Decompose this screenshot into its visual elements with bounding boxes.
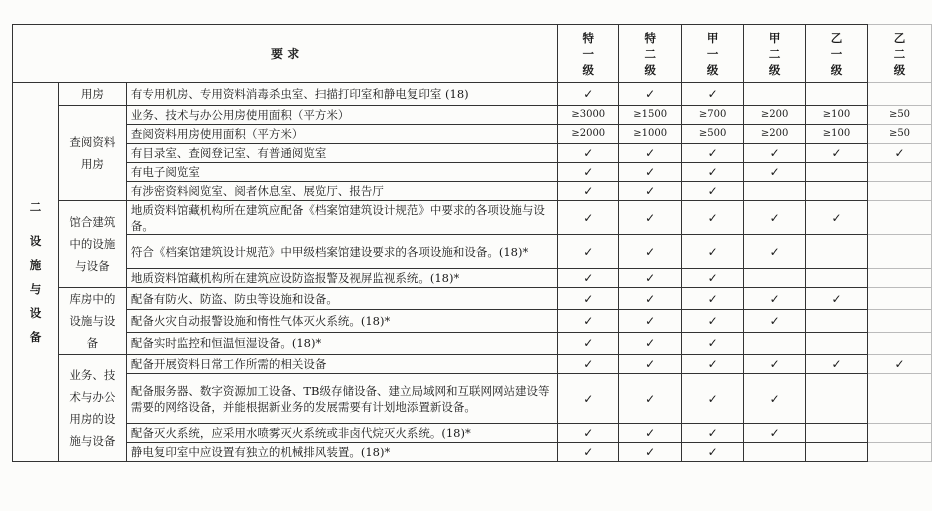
check-mark: ✓ (558, 269, 619, 288)
check-mark: ✓ (682, 424, 744, 443)
requirement-text: 配备有防火、防盗、防虫等设施和设备。 (126, 288, 557, 310)
table-row (13, 288, 932, 310)
table-row (13, 201, 932, 235)
area-value: ≥2000 (558, 125, 619, 144)
area-value: ≥200 (744, 125, 806, 144)
empty-cell (868, 235, 932, 269)
group-cell-g1: 用房 (58, 83, 126, 106)
table-row (13, 106, 932, 125)
check-mark: ✓ (682, 355, 744, 374)
check-mark: ✓ (619, 355, 682, 374)
check-mark: ✓ (744, 163, 806, 182)
group-cell-g2: 查阅资料 用房 (58, 106, 126, 201)
check-mark: ✓ (868, 144, 932, 163)
check-mark: ✓ (558, 374, 619, 424)
grade-header: 乙 一 级 (806, 25, 868, 83)
empty-cell (806, 443, 868, 462)
area-value: ≥100 (806, 106, 868, 125)
check-mark: ✓ (744, 235, 806, 269)
area-value: ≥100 (806, 125, 868, 144)
check-mark: ✓ (682, 235, 744, 269)
empty-cell (744, 269, 806, 288)
check-mark: ✓ (558, 83, 619, 106)
table-row (13, 332, 932, 354)
requirement-text: 配备服务器、数字资源加工设备、TB级存储设备、建立局域网和互联网网站建设等需要的网络设备，并能根据新业务的发展需要有计划地添置新设备。 (126, 374, 557, 424)
empty-cell (744, 83, 806, 106)
check-mark: ✓ (558, 201, 619, 235)
requirement-text: 配备灭火系统，应采用水喷雾灭火系统或非卤代烷灭火系统。(18)* (126, 424, 557, 443)
requirement-text: 业务、技术与办公用房使用面积（平方米） (126, 106, 557, 125)
check-mark: ✓ (868, 355, 932, 374)
check-mark: ✓ (619, 235, 682, 269)
check-mark: ✓ (682, 201, 744, 235)
empty-cell (868, 182, 932, 201)
check-mark: ✓ (558, 288, 619, 310)
area-value: ≥1500 (619, 106, 682, 125)
check-mark: ✓ (682, 332, 744, 354)
requirement-text: 配备开展资料日常工作所需的相关设备 (126, 355, 557, 374)
empty-cell (868, 332, 932, 354)
empty-cell (744, 182, 806, 201)
empty-cell (868, 201, 932, 235)
check-mark: ✓ (619, 163, 682, 182)
check-mark: ✓ (806, 144, 868, 163)
area-value: ≥200 (744, 106, 806, 125)
area-value: ≥500 (682, 125, 744, 144)
check-mark: ✓ (744, 310, 806, 332)
empty-cell (806, 332, 868, 354)
check-mark: ✓ (806, 288, 868, 310)
table-row (13, 269, 932, 288)
check-mark: ✓ (744, 424, 806, 443)
check-mark: ✓ (619, 269, 682, 288)
check-mark: ✓ (558, 235, 619, 269)
grade-header: 特 一 级 (558, 25, 619, 83)
check-mark: ✓ (806, 201, 868, 235)
check-mark: ✓ (619, 83, 682, 106)
check-mark: ✓ (744, 144, 806, 163)
check-mark: ✓ (744, 374, 806, 424)
check-mark: ✓ (619, 424, 682, 443)
requirement-text: 有目录室、查阅登记室、有普通阅览室 (126, 144, 557, 163)
requirement-text: 地质资料馆藏机构所在建筑应配备《档案馆建筑设计规范》中要求的各项设施与设备。 (126, 201, 557, 235)
empty-cell (806, 83, 868, 106)
requirement-text: 有涉密资料阅览室、阅者休息室、展览厅、报告厅 (126, 182, 557, 201)
check-mark: ✓ (682, 374, 744, 424)
table-row (13, 235, 932, 269)
table-row (13, 355, 932, 374)
check-mark: ✓ (619, 182, 682, 201)
check-mark: ✓ (744, 201, 806, 235)
area-value: ≥1000 (619, 125, 682, 144)
grade-header: 乙 二 级 (868, 25, 932, 83)
requirement-text: 静电复印室中应设置有独立的机械排风装置。(18)* (126, 443, 557, 462)
check-mark: ✓ (558, 355, 619, 374)
check-mark: ✓ (682, 310, 744, 332)
area-value: ≥50 (868, 125, 932, 144)
check-mark: ✓ (558, 182, 619, 201)
group-cell-g5: 业务、技 术与办公 用房的设 施与设备 (58, 355, 126, 462)
group-cell-g4: 库房中的 设施与设 备 (58, 288, 126, 355)
requirements-table (12, 24, 932, 462)
category-cell: 二 设 施 与 设 备 (13, 83, 59, 462)
empty-cell (868, 310, 932, 332)
area-value: ≥50 (868, 106, 932, 125)
check-mark: ✓ (619, 443, 682, 462)
empty-cell (806, 235, 868, 269)
check-mark: ✓ (558, 163, 619, 182)
empty-cell (806, 374, 868, 424)
check-mark: ✓ (619, 201, 682, 235)
check-mark: ✓ (682, 83, 744, 106)
header-row (13, 25, 932, 83)
requirement-text: 配备实时监控和恒温恒湿设备。(18)* (126, 332, 557, 354)
check-mark: ✓ (619, 332, 682, 354)
empty-cell (868, 374, 932, 424)
check-mark: ✓ (682, 269, 744, 288)
empty-cell (806, 424, 868, 443)
requirement-text: 有电子阅览室 (126, 163, 557, 182)
empty-cell (868, 163, 932, 182)
requirement-text: 配备火灾自动报警设施和惰性气体灭火系统。(18)* (126, 310, 557, 332)
empty-cell (744, 443, 806, 462)
requirement-header: 要 求 (13, 25, 558, 83)
grade-header: 甲 一 级 (682, 25, 744, 83)
check-mark: ✓ (806, 355, 868, 374)
requirement-text: 查阅资料用房使用面积（平方米） (126, 125, 557, 144)
check-mark: ✓ (558, 144, 619, 163)
check-mark: ✓ (682, 443, 744, 462)
requirement-text: 有专用机房、专用资料消毒杀虫室、扫描打印室和静电复印室 (18) (126, 83, 557, 106)
group-cell-g3: 馆合建筑 中的设施 与设备 (58, 201, 126, 288)
grade-header: 特 二 级 (619, 25, 682, 83)
empty-cell (806, 163, 868, 182)
table-row (13, 443, 932, 462)
check-mark: ✓ (619, 288, 682, 310)
check-mark: ✓ (682, 288, 744, 310)
check-mark: ✓ (744, 355, 806, 374)
check-mark: ✓ (682, 144, 744, 163)
empty-cell (806, 310, 868, 332)
check-mark: ✓ (619, 310, 682, 332)
table-row (13, 144, 932, 163)
check-mark: ✓ (744, 288, 806, 310)
empty-cell (806, 269, 868, 288)
table-row (13, 83, 932, 106)
check-mark: ✓ (682, 182, 744, 201)
check-mark: ✓ (558, 443, 619, 462)
empty-cell (868, 424, 932, 443)
table-row (13, 182, 932, 201)
check-mark: ✓ (682, 163, 744, 182)
requirement-text: 符合《档案馆建筑设计规范》中甲级档案馆建设要求的各项设施和设备。(18)* (126, 235, 557, 269)
check-mark: ✓ (558, 424, 619, 443)
empty-cell (868, 443, 932, 462)
table-row (13, 374, 932, 424)
check-mark: ✓ (558, 310, 619, 332)
requirement-text: 地质资料馆藏机构所在建筑应设防盗报警及视屏监视系统。(18)* (126, 269, 557, 288)
check-mark: ✓ (619, 144, 682, 163)
table-row (13, 125, 932, 144)
empty-cell (868, 83, 932, 106)
check-mark: ✓ (619, 374, 682, 424)
empty-cell (806, 182, 868, 201)
empty-cell (868, 269, 932, 288)
area-value: ≥3000 (558, 106, 619, 125)
area-value: ≥700 (682, 106, 744, 125)
empty-cell (868, 288, 932, 310)
empty-cell (744, 332, 806, 354)
table-row (13, 310, 932, 332)
grade-header: 甲 二 级 (744, 25, 806, 83)
table-row (13, 163, 932, 182)
table-row (13, 424, 932, 443)
check-mark: ✓ (558, 332, 619, 354)
